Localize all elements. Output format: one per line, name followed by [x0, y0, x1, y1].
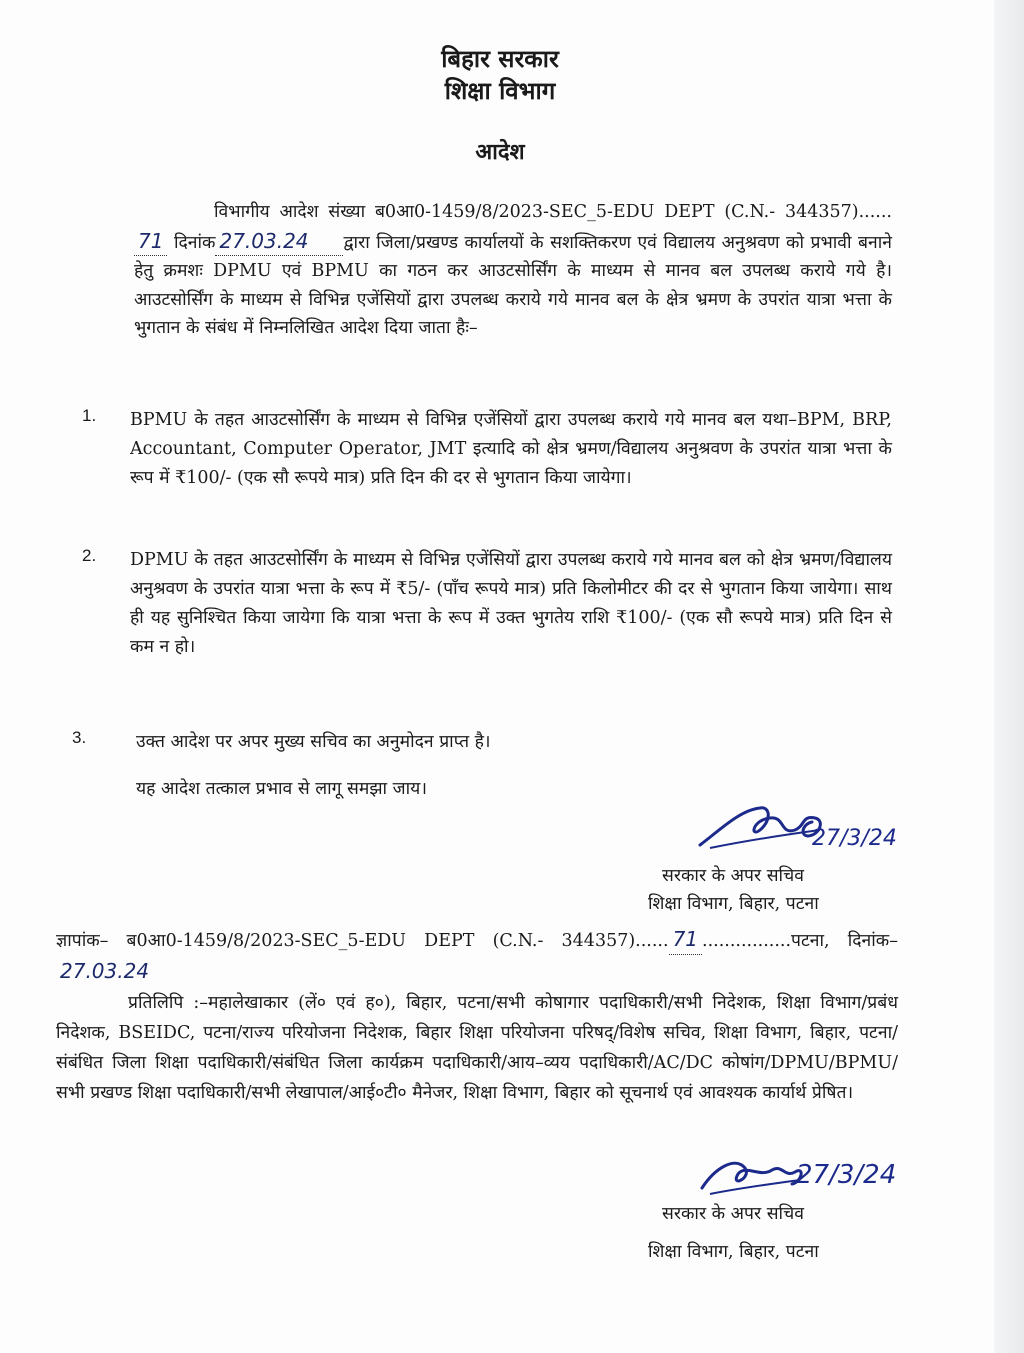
memo-ref-place: ................पटना, दिनांक–	[702, 931, 898, 951]
signature-2-designation: सरकार के अपर सचिव	[662, 1204, 804, 1224]
memo-ref-text: ज्ञापांक– ब0आ0-1459/8/2023-SEC_5-EDU DEPT (C.N.- 344357)......	[56, 931, 669, 951]
intro-paragraph	[134, 198, 892, 343]
page-edge-shade	[994, 0, 1024, 1353]
copy-to-text: प्रतिलिपि :–महालेखाकार (लें० एवं ह०), बिहार, पटना/सभी कोषागार पदाधिकारी/सभी निदेशक, शिक्षा विभाग/प्रबंध निदेशक, BSEIDC, पटना/राज्य परियोजना निदेशक, बिहार शिक्षा परियोजना परिषद्/विशेष सचिव, शिक्षा विभाग, बिहार, पटना/संबंधित जिला शिक्षा पदाधिकारी/संबंधित जिला कार्यक्रम पदाधिकारी/आय–व्यय पदाधिकारी/AC/DC कोषांग/DPMU/BPMU/सभी प्रखण्ड शिक्षा पदाधिकारी/सभी लेखापाल/आई०टी० मैनेजर, शिक्षा विभाग, बिहार को सूचनार्थ एवं आवश्यक कार्यार्थ प्रेषित।	[56, 993, 898, 1103]
order-title: आदेश	[475, 139, 525, 165]
intro-date-label: दिनांक	[173, 232, 216, 253]
intro-date-handwritten: 27.03.24	[215, 227, 343, 257]
memo-section	[56, 924, 898, 1108]
department-heading: शिक्षा विभाग	[444, 76, 556, 105]
signature-1-date: 27/3/24	[812, 826, 897, 851]
signature-2-date: 27/3/24	[796, 1160, 897, 1190]
signature-2-office: शिक्षा विभाग, बिहार, पटना	[648, 1242, 819, 1262]
item-number: 3.	[72, 728, 87, 747]
memo-reference	[56, 924, 898, 988]
signature-1-designation: सरकार के अपर सचिव	[662, 866, 804, 886]
item-number: 2.	[82, 546, 97, 565]
intro-text-part1: विभागीय आदेश संख्या ब0आ0-1459/8/2023-SEC_5-EDU DEPT (C.N.- 344357)......	[214, 202, 892, 222]
order-number-handwritten: 71	[134, 227, 167, 257]
intro-text-part2: द्वारा जिला/प्रखण्ड कार्यालयों के सशक्तिकरण एवं विद्यालय अनुश्रवण को प्रभावी बनाने हेतु क्रमशः DPMU एवं BPMU का गठन कर आउटसोर्सिंग के माध्यम से मानव बल उपलब्ध कराये गये है। आउटसोर्सिंग के माध्यम से विभिन्न एजेंसियों द्वारा उपलब्ध कराये गये मानव बल के क्षेत्र भ्रमण के उपरांत यात्रा भत्ता के भुगतान के संबंध में निम्नलिखित आदेश दिया जाता हैः–	[134, 232, 892, 338]
item-text: BPMU के तहत आउटसोर्सिंग के माध्यम से विभिन्न एजेंसियों द्वारा उपलब्ध कराये गये मानव बल यथा–BPM, BRP, Accountant, Computer Operator, JMT इत्यादि को क्षेत्र भ्रमण/विद्यालय अनुश्रवण के उपरांत यात्रा भत्ता के रूप में ₹100/- (एक सौ रूपये मात्र) प्रति दिन की दर से भुगतान किया जायेगा।	[130, 410, 892, 488]
signature-1-office: शिक्षा विभाग, बिहार, पटना	[648, 894, 819, 914]
item-text: उक्त आदेश पर अपर मुख्य सचिव का अनुमोदन प्राप्त है।	[136, 732, 491, 752]
memo-ref-date-handwritten: 27.03.24	[60, 959, 150, 983]
government-heading: बिहार सरकार	[441, 44, 559, 73]
effect-line: यह आदेश तत्काल प्रभाव से लागू समझा जाय।	[136, 779, 427, 799]
memo-ref-number-handwritten: 71	[669, 924, 702, 955]
item-text: DPMU के तहत आउटसोर्सिंग के माध्यम से विभिन्न एजेंसियों द्वारा उपलब्ध कराये गये मानव बल को क्षेत्र भ्रमण/विद्यालय अनुश्रवण के उपरांत यात्रा भत्ता के रूप में ₹5/- (पाँच रूपये मात्र) प्रति किलोमीटर की दर से भुगतान किया जायेगा। साथ ही यह सुनिश्चित किया जायेगा कि यात्रा भत्ता के रूप में उक्त भुगतेय राशि ₹100/- (एक सौ रूपये मात्र) प्रति दिन से कम न हो।	[130, 550, 892, 657]
item-number: 1.	[82, 406, 97, 425]
